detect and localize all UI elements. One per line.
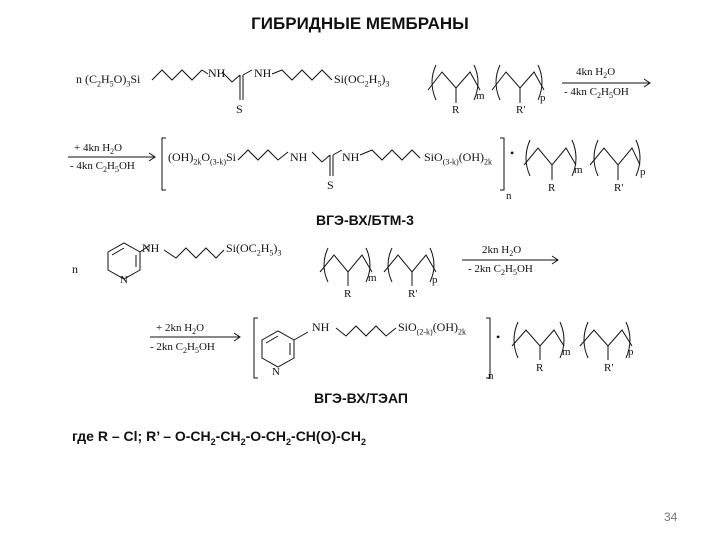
polymer-m-label: m: [368, 272, 377, 284]
product2-bracket-right: [486, 318, 490, 378]
pyridine-n-label: N: [272, 366, 280, 378]
arrow3-bottom-label: - 2kn $C_2H_5OH$: [468, 263, 533, 278]
product1-n-label: n: [506, 190, 512, 202]
reagent1-chain-right: [272, 70, 332, 80]
polymer-r2-label: R': [614, 182, 624, 194]
arrow1-bottom-label: - 4kn $C_2H_5OH$: [564, 86, 629, 101]
polymer2-chain-a: [320, 255, 372, 272]
product1-chain-a: [238, 150, 288, 160]
reagent1-chain-mid2: [243, 70, 252, 75]
reagent1-right-label: $Si(OC_2H_5)_3$: [334, 72, 390, 89]
legend-footnote: где R – Cl; R’ – $O-CH_2-CH_2-O-CH_2-CH(O)-CH_2$: [72, 428, 367, 447]
product1-bracket-right: [500, 138, 504, 190]
arrow4-bottom-label: - 2kn $C_2H_5OH$: [150, 341, 215, 356]
nh-label: NH: [254, 66, 272, 80]
nh-label: NH: [342, 150, 360, 164]
page-number: 34: [664, 510, 678, 524]
product1-right-group: $SiO_{(3-k)}(OH)_{2k}$: [424, 150, 493, 167]
reagent2-n-label: n: [72, 262, 78, 276]
product2-dot: •: [496, 330, 501, 344]
product2-si-group: $SiO_{(2-k)}(OH)_{2k}$: [398, 320, 467, 337]
polymer-r2-label: R': [408, 288, 418, 300]
nh-label: NH: [208, 66, 226, 80]
product2-name: ВГЭ-ВХ/ТЭАП: [314, 390, 408, 406]
product1-bracket-left: [162, 138, 166, 190]
polymer-m-label: m: [562, 346, 571, 358]
arrow4-top-label: + 2kn $H_2O$: [156, 322, 205, 337]
arrow1-top-label: 4kn $H_2O$: [576, 66, 616, 81]
polymer-p-label: p: [628, 346, 634, 358]
product2-polymer-a: [512, 330, 564, 346]
polymer-r2-label: R': [516, 104, 526, 116]
reagent1-chain-left: [152, 70, 208, 80]
polymer-r2-label: R': [604, 362, 614, 374]
polymer-m-label: m: [574, 164, 583, 176]
nh-label: NH: [142, 241, 160, 255]
reagent2-chain: [164, 248, 224, 258]
product1-dot: •: [510, 146, 515, 160]
pyridine-n-label: N: [120, 274, 128, 286]
reagent2-silyl-label: $Si(OC_2H_5)_3$: [226, 241, 282, 258]
polymer1-chain-b: [492, 72, 544, 90]
polymer2-chain-b: [384, 255, 436, 272]
arrow3-top-label: 2kn $H_2O$: [482, 244, 522, 259]
product1-left-group: $(OH)_{2k}O_{(3-k)}Si$: [168, 150, 237, 167]
reagent1-left-label: n $(C_2H_5O)_3Si$: [76, 72, 141, 89]
product2-bracket-left: [254, 318, 258, 378]
product2-polymer-b: [580, 330, 632, 346]
product1-name: ВГЭ-ВХ/БТМ-3: [316, 212, 414, 228]
polymer-r-label: R: [452, 104, 460, 116]
nh-label: NH: [312, 320, 330, 334]
arrow2-top-label: + 4kn $H_2O$: [74, 142, 123, 157]
arrow2-bottom-label: - 4kn $C_2H_5OH$: [70, 160, 135, 175]
sulfur-label: S: [327, 178, 334, 192]
product1-polymer-a: [524, 148, 576, 165]
polymer-r-label: R: [344, 288, 352, 300]
polymer-p-label: p: [640, 166, 646, 178]
sulfur-label: S: [236, 102, 243, 116]
polymer-p-label: p: [540, 92, 546, 104]
polymer-r-label: R: [548, 182, 556, 194]
polymer1-chain-a: [428, 72, 480, 90]
product2-n-label: n: [488, 370, 494, 382]
nh-label: NH: [290, 150, 308, 164]
product1-polymer-b: [590, 148, 640, 165]
polymer-r-label: R: [536, 362, 544, 374]
polymer-p-label: p: [432, 274, 438, 286]
page-title: ГИБРИДНЫЕ МЕМБРАНЫ: [251, 14, 469, 33]
polymer-m-label: m: [476, 90, 485, 102]
